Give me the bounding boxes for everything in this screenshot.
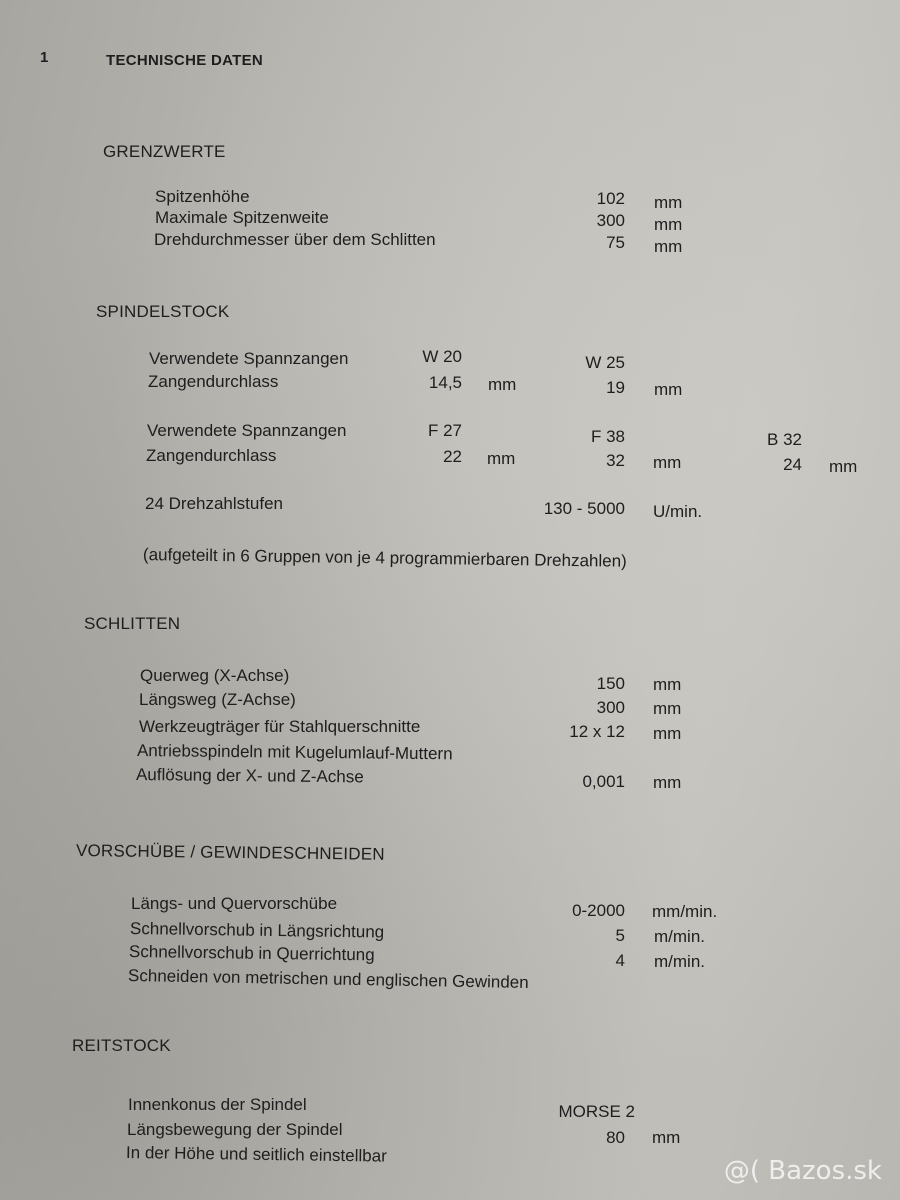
spec-value: 12 x 12 [569,722,625,741]
spec-value: 4 [615,951,625,970]
spec-unit: mm/min. [652,902,718,921]
section-heading-grenzwerte: GRENZWERTE [103,142,226,161]
spec-value: 300 [596,698,625,717]
spec-label: Querweg (X-Achse) [140,666,290,685]
spec-unit: mm [653,773,682,792]
collet-pass-label: Zangendurchlass [146,446,277,465]
spec-label: Längsbewegung der Spindel [127,1120,343,1139]
spec-label: Auflösung der X- und Z-Achse [135,765,364,787]
collet-pass-unit: mm [654,380,683,399]
spec-unit: mm [653,675,682,694]
section-heading-reitstock: REITSTOCK [72,1036,171,1055]
spec-value: 300 [596,211,625,230]
spec-label: Längs- und Quervorschübe [131,894,338,913]
collet-pass-unit: mm [829,457,858,476]
spec-label: Längsweg (Z-Achse) [139,690,296,709]
speed-note: (aufgeteilt in 6 Gruppen von je 4 programmierbaren Drehzahlen) [142,545,627,571]
spec-value: MORSE 2 [558,1102,635,1121]
spec-label: Antriebsspindeln mit Kugelumlauf-Muttern [136,741,453,764]
collet-pass-unit: mm [487,449,516,468]
collet-pass-unit: mm [488,375,517,394]
collets-label: Verwendete Spannzangen [149,349,349,368]
collet-pass-value: 32 [606,451,625,470]
spec-value: 80 [606,1128,625,1147]
spec-unit: mm [654,193,683,212]
collet-type: F 27 [427,421,462,440]
collet-pass-value: 14,5 [428,373,462,392]
spec-unit: mm [653,699,682,718]
spec-label: Drehdurchmesser über dem Schlitten [154,230,436,249]
spec-label: Schneiden von metrischen und englischen Gewinden [127,966,529,992]
spec-unit: mm [654,237,683,256]
spec-value: 150 [596,674,625,693]
collets-label: Verwendete Spannzangen [147,421,347,440]
spec-unit: mm [654,215,683,234]
spec-value: 5 [615,926,625,945]
spec-label: Werkzeugträger für Stahlquerschnitte [139,717,421,736]
collet-pass-value: 19 [606,378,625,397]
section-heading-vorschuebe: VORSCHÜBE / GEWINDESCHNEIDEN [75,841,385,864]
spec-value: 0-2000 [572,901,625,920]
collet-pass-value: 22 [443,447,462,466]
spec-label: In der Höhe und seitlich einstellbar [125,1143,387,1166]
spec-label: Innenkonus der Spindel [128,1095,307,1114]
collet-type: B 32 [767,430,802,449]
spec-label: Spitzenhöhe [155,187,250,206]
spec-unit: m/min. [654,952,705,971]
collet-type: F 38 [590,427,625,446]
spec-unit: m/min. [654,927,705,946]
watermark: @( Bazos.sk [723,1156,882,1186]
collet-pass-label: Zangendurchlass [148,372,279,391]
section-heading-spindelstock: SPINDELSTOCK [96,302,230,321]
spec-value: 0,001 [582,772,625,791]
page-title: TECHNISCHE DATEN [106,52,264,69]
spec-value: 75 [606,233,625,252]
spec-label: Schnellvorschub in Querrichtung [128,942,375,965]
spec-unit: mm [652,1128,681,1147]
speed-range-unit: U/min. [653,502,703,521]
page-number: 1 [40,49,49,66]
section-heading-schlitten: SCHLITTEN [84,614,181,633]
speed-steps-label: 24 Drehzahlstufen [145,494,283,513]
collet-pass-unit: mm [653,453,682,472]
collet-type: W 25 [585,353,625,372]
collet-type: W 20 [422,347,462,366]
speed-range-value: 130 - 5000 [543,499,625,518]
spec-label: Schnellvorschub in Längsrichtung [129,919,385,942]
spec-unit: mm [653,724,682,743]
spec-label: Maximale Spitzenweite [155,208,329,227]
spec-value: 102 [596,189,625,208]
collet-pass-value: 24 [783,455,802,474]
